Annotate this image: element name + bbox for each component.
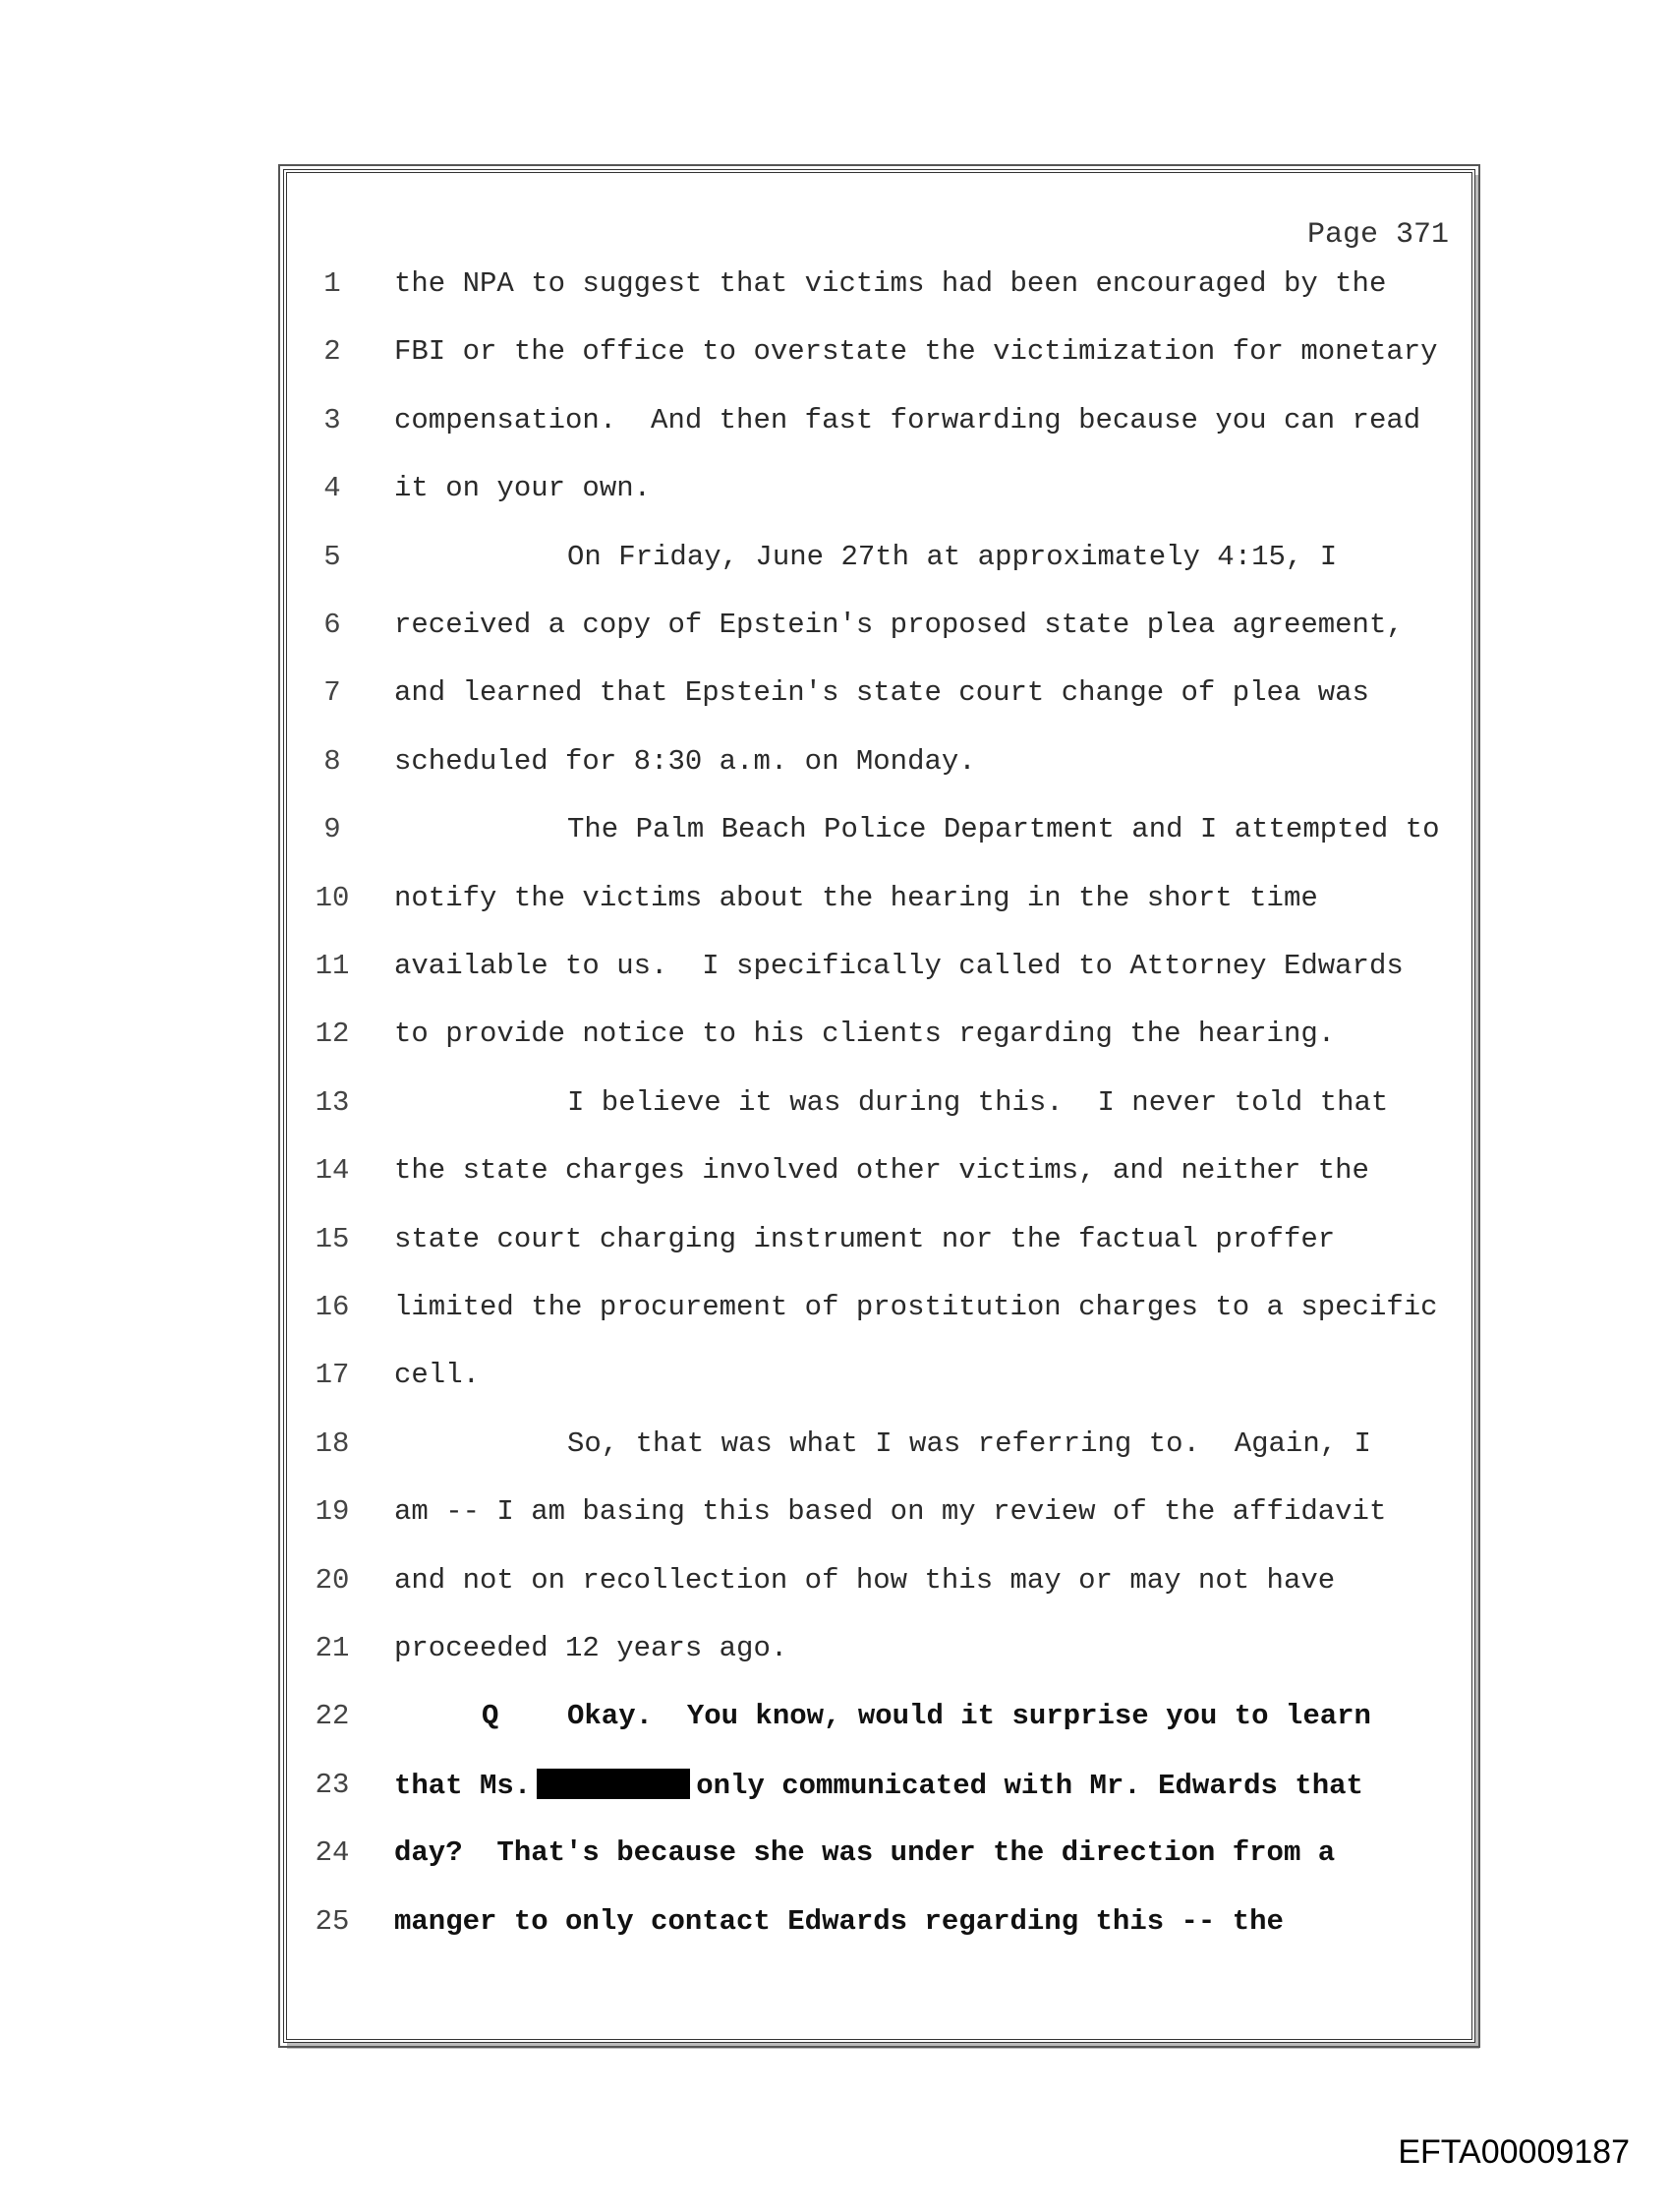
line-text: Okay. You know, would it surprise you to learn	[567, 1700, 1371, 1733]
transcript-line	[0, 745, 1671, 785]
line-text: notify the victims about the hearing in the short time	[394, 881, 1318, 914]
transcript-line	[0, 1905, 1671, 1945]
line-number: 14	[315, 1154, 350, 1188]
transcript-line	[0, 1086, 1671, 1126]
line-text-after: only communicated with Mr. Edwards that	[696, 1769, 1363, 1802]
transcript-line	[0, 813, 1671, 852]
line-text: So, that was what I was referring to. Again, I	[567, 1426, 1371, 1460]
line-text: cell.	[394, 1359, 481, 1392]
line-text: FBI or the office to overstate the victimization for monetary	[394, 335, 1438, 369]
line-text: The Palm Beach Police Department and I attempted to	[567, 813, 1440, 846]
line-number: 18	[315, 1426, 350, 1460]
line-number: 8	[323, 744, 341, 778]
line-text: am -- I am basing this based on my review of the affidavit	[394, 1495, 1387, 1529]
line-text: state court charging instrument nor the factual proffer	[394, 1222, 1336, 1255]
transcript-line	[0, 1359, 1671, 1398]
line-text: it on your own.	[394, 472, 652, 505]
line-number: 16	[315, 1291, 350, 1323]
transcript-line	[0, 1018, 1671, 1057]
line-text: and not on recollection of how this may or may not have	[394, 1563, 1336, 1597]
transcript-line	[0, 676, 1671, 716]
line-number: 4	[323, 472, 341, 505]
line-number: 6	[323, 609, 341, 641]
line-number: 13	[315, 1085, 350, 1119]
line-text: On Friday, June 27th at approximately 4:15, I	[567, 540, 1338, 573]
line-number: 5	[323, 540, 341, 573]
line-text: proceeded 12 years ago.	[394, 1632, 788, 1664]
document-id: EFTA00009187	[1398, 2133, 1630, 2171]
line-number: 2	[323, 335, 341, 369]
transcript-line	[0, 472, 1671, 511]
transcript-line	[0, 1154, 1671, 1193]
transcript-line	[0, 1564, 1671, 1603]
line-number: 17	[315, 1359, 350, 1392]
line-number: 15	[315, 1222, 350, 1255]
line-number: 22	[315, 1700, 350, 1733]
transcript-line	[0, 267, 1671, 307]
transcript-line	[0, 1223, 1671, 1262]
transcript-line	[0, 404, 1671, 443]
transcript-line	[0, 609, 1671, 648]
line-text: the state charges involved other victims, and neither the	[394, 1154, 1369, 1188]
line-number: 11	[315, 950, 350, 982]
question-marker: Q	[482, 1700, 499, 1733]
line-number: 1	[323, 267, 341, 300]
transcript-line	[0, 882, 1671, 921]
line-text: the NPA to suggest that victims had been encouraged by the	[394, 267, 1387, 300]
transcript-line	[0, 1495, 1671, 1535]
redaction-box	[537, 1769, 690, 1799]
line-text: manger to only contact Edwards regarding this -- the	[394, 1904, 1284, 1938]
line-number: 9	[323, 813, 341, 846]
line-text: to provide notice to his clients regarding the hearing.	[394, 1018, 1336, 1051]
transcript-line	[0, 1291, 1671, 1330]
transcript-line	[0, 950, 1671, 989]
line-text: I believe it was during this. I never told that	[567, 1085, 1389, 1119]
line-text: received a copy of Epstein's proposed state plea agreement,	[394, 609, 1404, 641]
transcript-line	[0, 1836, 1671, 1876]
line-text	[394, 1769, 1363, 1802]
line-number: 20	[315, 1563, 350, 1597]
line-number: 25	[315, 1904, 350, 1938]
transcript-line	[0, 1427, 1671, 1467]
transcript-line	[0, 1700, 1671, 1739]
line-number: 12	[315, 1018, 350, 1051]
line-text: available to us. I specifically called to Attorney Edwards	[394, 950, 1404, 982]
transcript-line	[0, 1769, 1671, 1808]
line-number: 21	[315, 1632, 350, 1664]
transcript-line	[0, 335, 1671, 375]
line-number: 7	[323, 676, 341, 710]
page-number: Page 371	[1306, 218, 1449, 252]
line-text: limited the procurement of prostitution charges to a specific	[394, 1291, 1438, 1323]
line-number: 3	[323, 403, 341, 437]
line-text-before: that Ms.	[394, 1769, 532, 1802]
line-text: compensation. And then fast forwarding because you can read	[394, 403, 1421, 437]
transcript-line	[0, 1632, 1671, 1671]
line-number: 23	[315, 1768, 350, 1801]
line-text: day? That's because she was under the direction from a	[394, 1836, 1336, 1870]
line-number: 24	[315, 1836, 350, 1870]
line-text: and learned that Epstein's state court change of plea was	[394, 676, 1369, 710]
line-text: scheduled for 8:30 a.m. on Monday.	[394, 744, 976, 778]
line-number: 10	[315, 881, 350, 914]
line-number: 19	[315, 1495, 350, 1529]
transcript-line	[0, 541, 1671, 580]
